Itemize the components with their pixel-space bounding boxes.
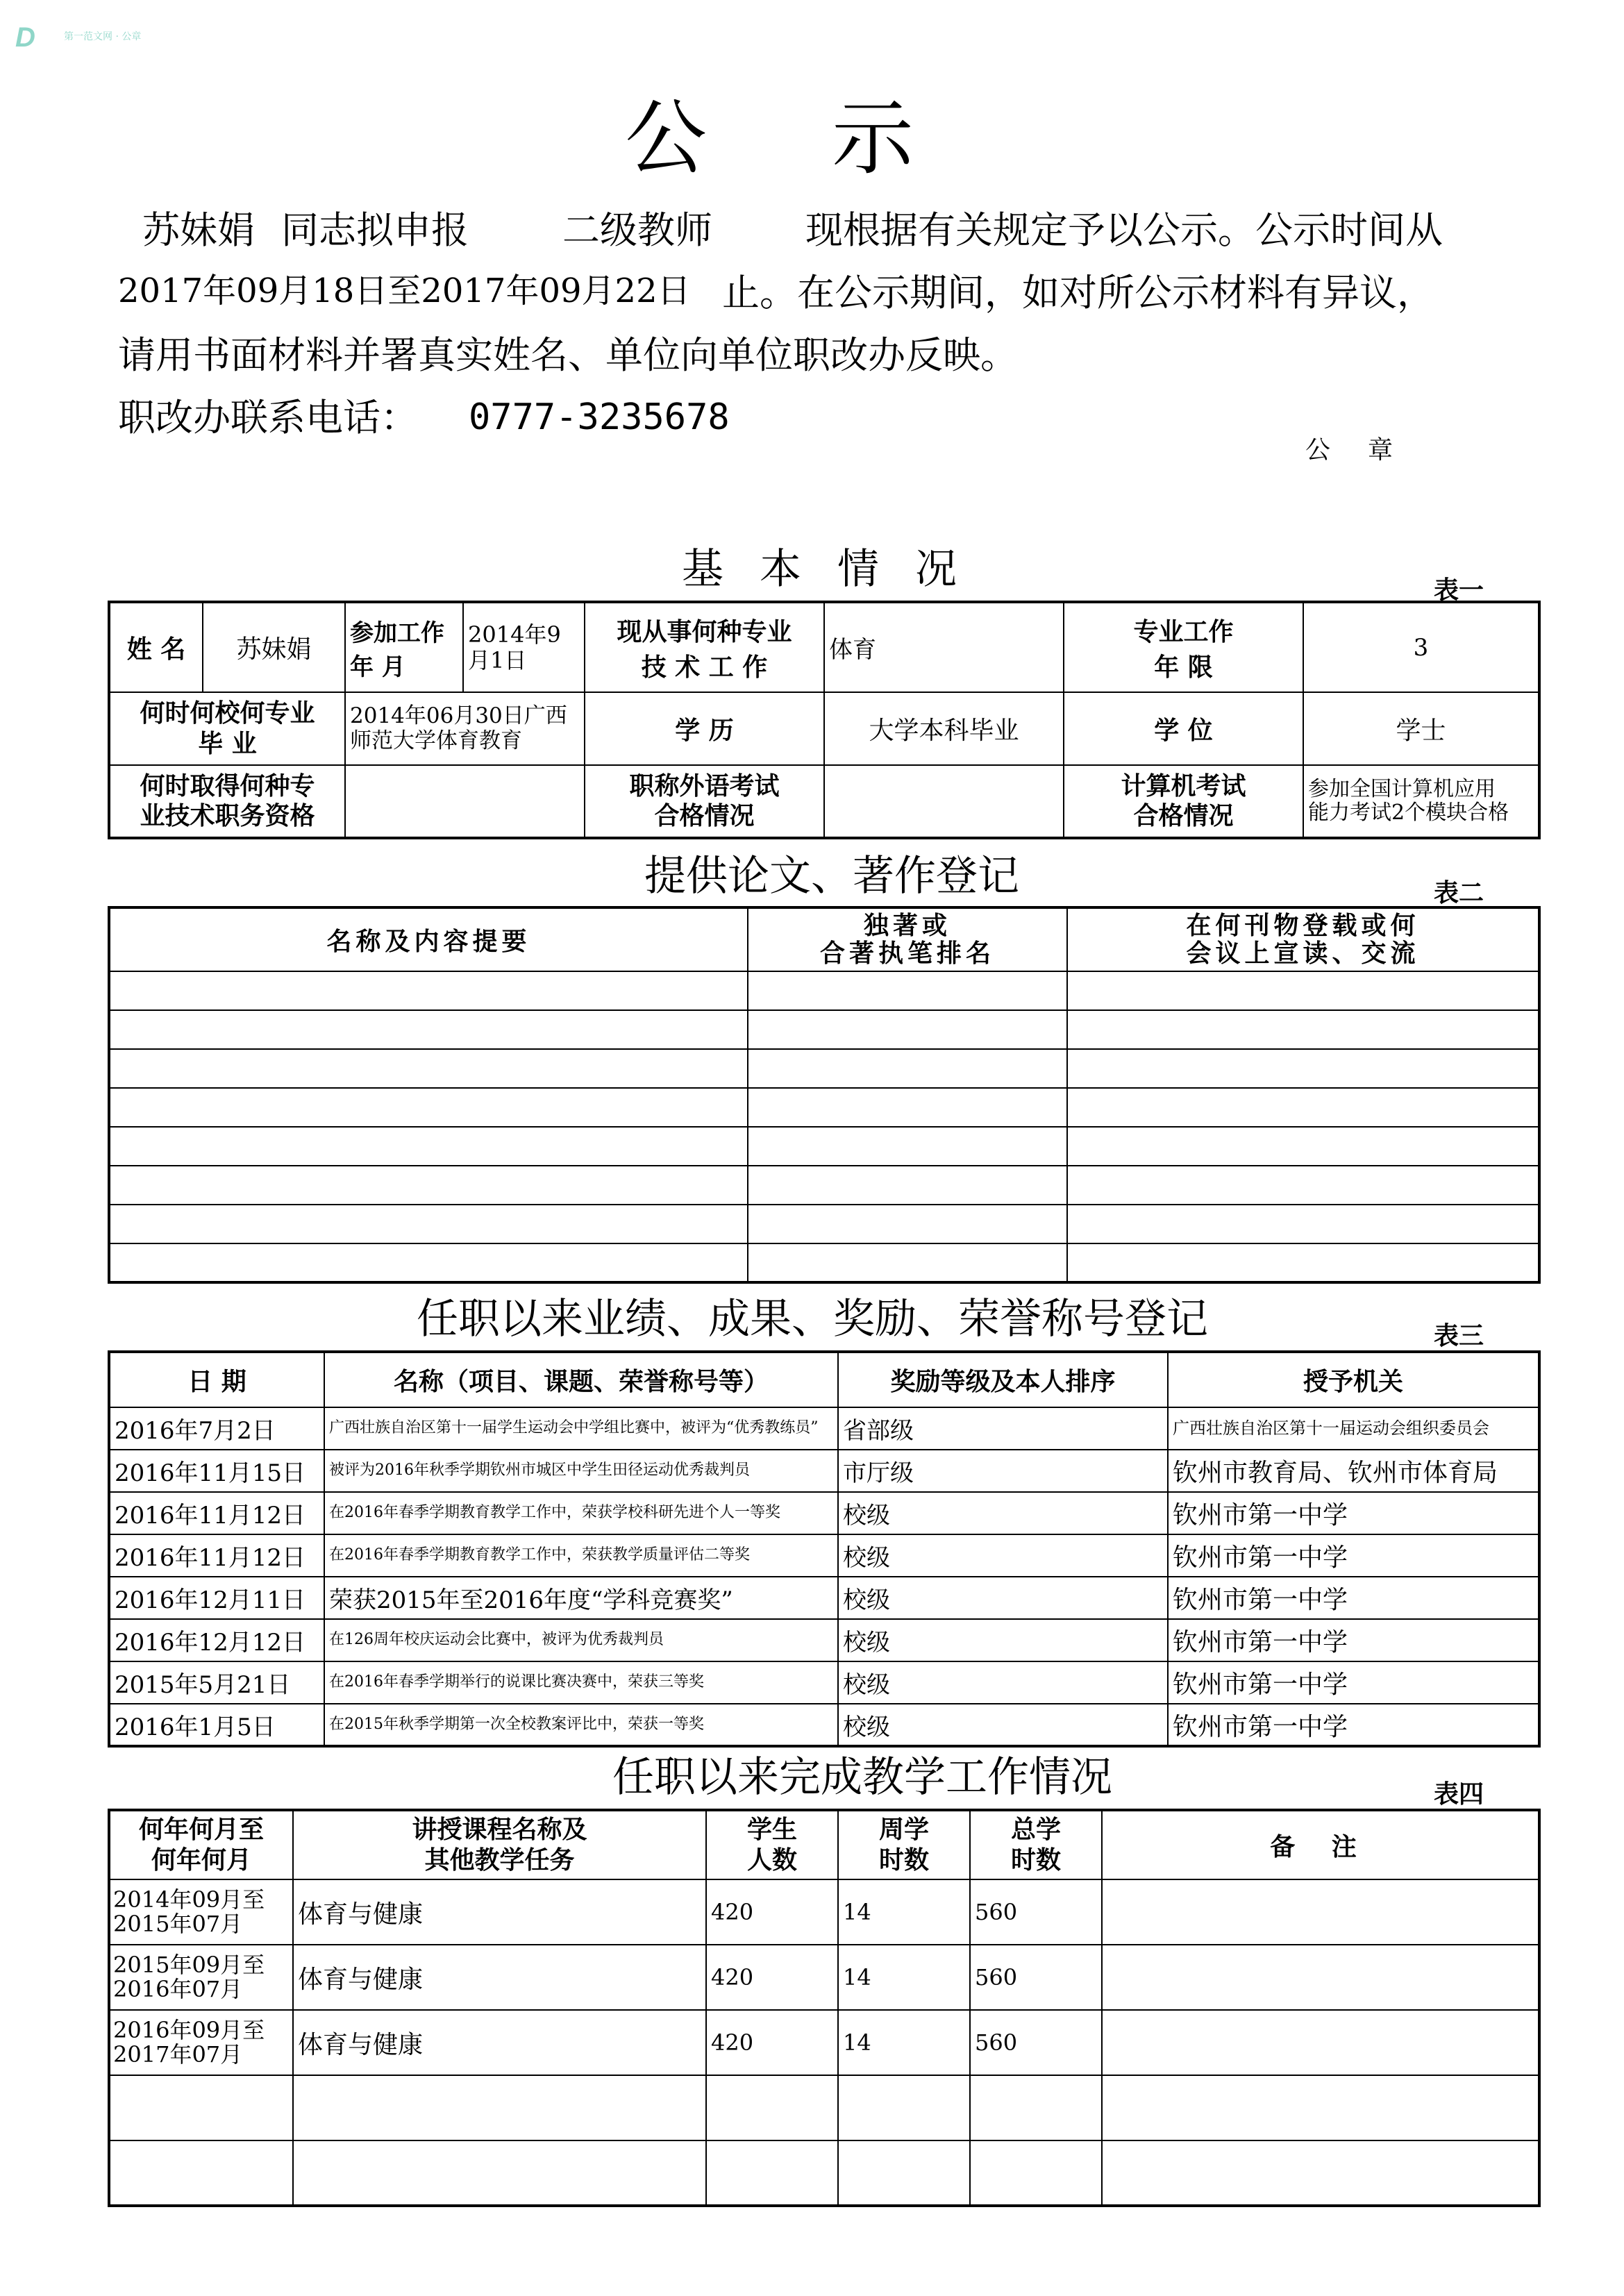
teaching-total-hours: 560 [970,1945,1102,2010]
notice-rule-text: 现根据有关规定予以公示。公示时间从 [805,208,1443,252]
label-foreign-lang: 职称外语考试 合格情况 [585,765,824,838]
teaching-course: 体育与健康 [293,2010,706,2075]
label-years: 专业工作 年 限 [1064,602,1303,692]
teaching-students [706,2140,838,2206]
paper-rank-cell [748,1049,1067,1088]
achievement-authority: 钦州市第一中学 [1168,1577,1539,1619]
achievements-header-date: 日 期 [109,1352,324,1407]
logo-mark-icon: D [15,22,35,53]
achievement-authority: 钦州市第一中学 [1168,1619,1539,1661]
paper-name-cell [109,1127,748,1166]
teaching-students: 420 [706,1879,838,1945]
teaching-total-hours: 560 [970,1879,1102,1945]
paper-venue-cell [1067,1127,1539,1166]
contact-phone: 0777-3235678 [469,396,730,438]
label-current-specialty: 现从事何种专业 技 术 工 作 [585,602,824,692]
teaching-total-hours: 560 [970,2010,1102,2075]
value-foreign-lang [824,765,1064,838]
achievement-date: 2016年11月12日 [109,1492,324,1534]
papers-header-venue: 在何刊物登载或何 会议上宣读、交流 [1067,907,1539,971]
achievement-authority: 广西壮族自治区第十一届运动会组织委员会 [1168,1407,1539,1450]
achievement-date: 2016年1月5日 [109,1704,324,1746]
teaching-course [293,2075,706,2140]
teaching-course: 体育与健康 [293,1945,706,2010]
teaching-weekly-hours: 14 [838,2010,970,2075]
table-row [109,2010,1539,2075]
achievement-authority: 钦州市第一中学 [1168,1492,1539,1534]
achievements-header-authority: 授予机关 [1168,1352,1539,1407]
achievement-level: 校级 [838,1577,1168,1619]
teaching-header-weekly-hours: 周学 时数 [838,1810,970,1879]
paper-rank-cell [748,971,1067,1010]
teaching-header-course: 讲授课程名称及 其他教学任务 [293,1810,706,1879]
teaching-students: 420 [706,1945,838,2010]
teaching-table [108,1809,1541,2207]
teaching-total-hours [970,2075,1102,2140]
teaching-period [109,2075,293,2140]
papers-header-name: 名称及内容提要 [109,907,748,971]
teaching-weekly-hours: 14 [838,1879,970,1945]
table4-tag: 表四 [1434,1780,1484,1809]
achievement-name: 广西壮族自治区第十一届学生运动会中学组比赛中，被评为“优秀教练员” [324,1407,838,1450]
teaching-period: 2014年09月至 2015年07月 [109,1879,293,1945]
paper-name-cell [109,1049,748,1088]
achievements-header-level: 奖励等级及本人排序 [838,1352,1168,1407]
table-row [109,1704,1539,1746]
table-row [109,1534,1539,1577]
teaching-course [293,2140,706,2206]
table-row [109,1049,1539,1088]
achievement-name: 在2016年春季学期教育教学工作中，荣获教学质量评估二等奖 [324,1534,838,1577]
value-current-specialty: 体育 [824,602,1064,692]
papers-header-rank: 独著或 合著执笔排名 [748,907,1067,971]
achievement-date: 2016年11月12日 [109,1534,324,1577]
logo-text: 第一范文网 · 公章 [64,31,142,42]
table1-tag: 表一 [1434,576,1484,605]
teaching-header-students: 学生 人数 [706,1810,838,1879]
papers-table [108,906,1541,1284]
contact-label: 职改办联系电话： [118,396,418,439]
table-row [109,1619,1539,1661]
table-row [109,1166,1539,1205]
paper-venue-cell [1067,1049,1539,1088]
achievement-level: 校级 [838,1661,1168,1704]
label-computer: 计算机考试 合格情况 [1064,765,1303,838]
teaching-students: 420 [706,2010,838,2075]
teaching-period: 2015年09月至 2016年07月 [109,1945,293,2010]
table-row [109,1243,1539,1282]
paper-name-cell [109,1205,748,1243]
value-graduation: 2014年06月30日广西 师范大学体育教育 [345,692,585,765]
table1-title: 基本情况 [682,545,993,594]
achievement-level: 校级 [838,1704,1168,1746]
paper-venue-cell [1067,1010,1539,1049]
achievement-date: 2016年12月11日 [109,1577,324,1619]
teaching-remarks [1102,2075,1539,2140]
paper-venue-cell [1067,1205,1539,1243]
label-degree: 学 位 [1064,692,1303,765]
achievement-name: 在2016年春季学期教育教学工作中，荣获学校科研先进个人一等奖 [324,1492,838,1534]
table2-title: 提供论文、著作登记 [644,852,1019,900]
teaching-header-remarks: 备 注 [1102,1810,1539,1879]
achievement-date: 2016年7月2日 [109,1407,324,1450]
achievement-level: 市厅级 [838,1450,1168,1492]
paper-rank-cell [748,1010,1067,1049]
paper-name-cell [109,1243,748,1282]
achievement-date: 2016年11月15日 [109,1450,324,1492]
table-row [109,1661,1539,1704]
table-row [109,1879,1539,1945]
notice-line2-rest: 止。在公示期间，如对所公示材料有异议， [722,271,1434,315]
teaching-period: 2016年09月至 2017年07月 [109,2010,293,2075]
achievement-authority: 钦州市教育局、钦州市体育局 [1168,1450,1539,1492]
value-computer: 参加全国计算机应用 能力考试2个模块合格 [1303,765,1539,838]
teaching-weekly-hours [838,2140,970,2206]
paper-name-cell [109,1088,748,1127]
table-row [109,2075,1539,2140]
watermark-logo [10,18,176,53]
table-row [109,1088,1539,1127]
seal-label: 公章 [1305,436,1431,464]
teaching-total-hours [970,2140,1102,2206]
basic-info-table [108,601,1541,839]
paper-name-cell [109,1010,748,1049]
table-row [109,1010,1539,1049]
table-row [109,1205,1539,1243]
label-work-start: 参加工作 年 月 [345,602,463,692]
page-title: 公示 [625,90,1039,186]
paper-rank-cell [748,1088,1067,1127]
table-row [109,1945,1539,2010]
table-row [109,1407,1539,1450]
table3-title: 任职以来业绩、成果、奖励、荣誉称号登记 [417,1295,1208,1343]
paper-name-cell [109,971,748,1010]
label-qualification: 何时取得何种专 业技术职务资格 [109,765,345,838]
paper-name-cell [109,1166,748,1205]
table3-tag: 表三 [1434,1322,1484,1350]
paper-rank-cell [748,1205,1067,1243]
paper-rank-cell [748,1243,1067,1282]
paper-venue-cell [1067,971,1539,1010]
teaching-weekly-hours [838,2075,970,2140]
achievement-date: 2016年12月12日 [109,1619,324,1661]
label-education: 学 历 [585,692,824,765]
paper-venue-cell [1067,1166,1539,1205]
value-education: 大学本科毕业 [824,692,1064,765]
notice-title-level: 二级教师 [562,208,712,252]
table-row [109,1450,1539,1492]
teaching-header-total-hours: 总学 时数 [970,1810,1102,1879]
label-graduation: 何时何校何专业 毕 业 [109,692,345,765]
achievement-name: 在2016年春季学期举行的说课比赛决赛中，荣获三等奖 [324,1661,838,1704]
achievement-name: 在2015年秋季学期第一次全校教案评比中，荣获一等奖 [324,1704,838,1746]
teaching-period [109,2140,293,2206]
table2-tag: 表二 [1434,879,1484,907]
achievements-header-name: 名称（项目、课题、荣誉称号等） [324,1352,838,1407]
achievement-authority: 钦州市第一中学 [1168,1534,1539,1577]
teaching-remarks [1102,1945,1539,2010]
achievement-authority: 钦州市第一中学 [1168,1704,1539,1746]
achievement-name: 在126周年校庆运动会比赛中，被评为优秀裁判员 [324,1619,838,1661]
paper-venue-cell [1067,1088,1539,1127]
achievement-date: 2015年5月21日 [109,1661,324,1704]
value-qualification [345,765,585,838]
achievements-table [108,1350,1541,1748]
table-row [109,1492,1539,1534]
paper-rank-cell [748,1166,1067,1205]
achievement-level: 校级 [838,1492,1168,1534]
teaching-remarks [1102,2010,1539,2075]
table-row [109,971,1539,1010]
achievement-level: 校级 [838,1619,1168,1661]
paper-rank-cell [748,1127,1067,1166]
achievement-name: 荣获2015年至2016年度“学科竞赛奖” [324,1577,838,1619]
notice-apply-text: 同志拟申报 [281,208,469,252]
achievement-authority: 钦州市第一中学 [1168,1661,1539,1704]
notice-period: 2017年09月18日至2017年09月22日 [118,271,691,310]
teaching-weekly-hours: 14 [838,1945,970,2010]
teaching-course: 体育与健康 [293,1879,706,1945]
table4-title: 任职以来完成教学工作情况 [612,1753,1112,1802]
notice-name: 苏妹娟 [142,208,255,252]
achievement-name: 被评为2016年秋季学期钦州市城区中学生田径运动优秀裁判员 [324,1450,838,1492]
achievement-level: 校级 [838,1534,1168,1577]
table-row [109,1577,1539,1619]
teaching-students [706,2075,838,2140]
table-row [109,1127,1539,1166]
teaching-header-period: 何年何月至 何年何月 [109,1810,293,1879]
value-work-start: 2014年9 月1日 [463,602,585,692]
teaching-remarks [1102,1879,1539,1945]
achievement-level: 省部级 [838,1407,1168,1450]
value-degree: 学士 [1303,692,1539,765]
label-name: 姓 名 [109,602,203,692]
value-name: 苏妹娟 [203,602,345,692]
notice-line3: 请用书面材料并署真实姓名、单位向单位职改办反映。 [118,333,1018,377]
value-years: 3 [1303,602,1539,692]
teaching-remarks [1102,2140,1539,2206]
table-row [109,2140,1539,2206]
paper-venue-cell [1067,1243,1539,1282]
